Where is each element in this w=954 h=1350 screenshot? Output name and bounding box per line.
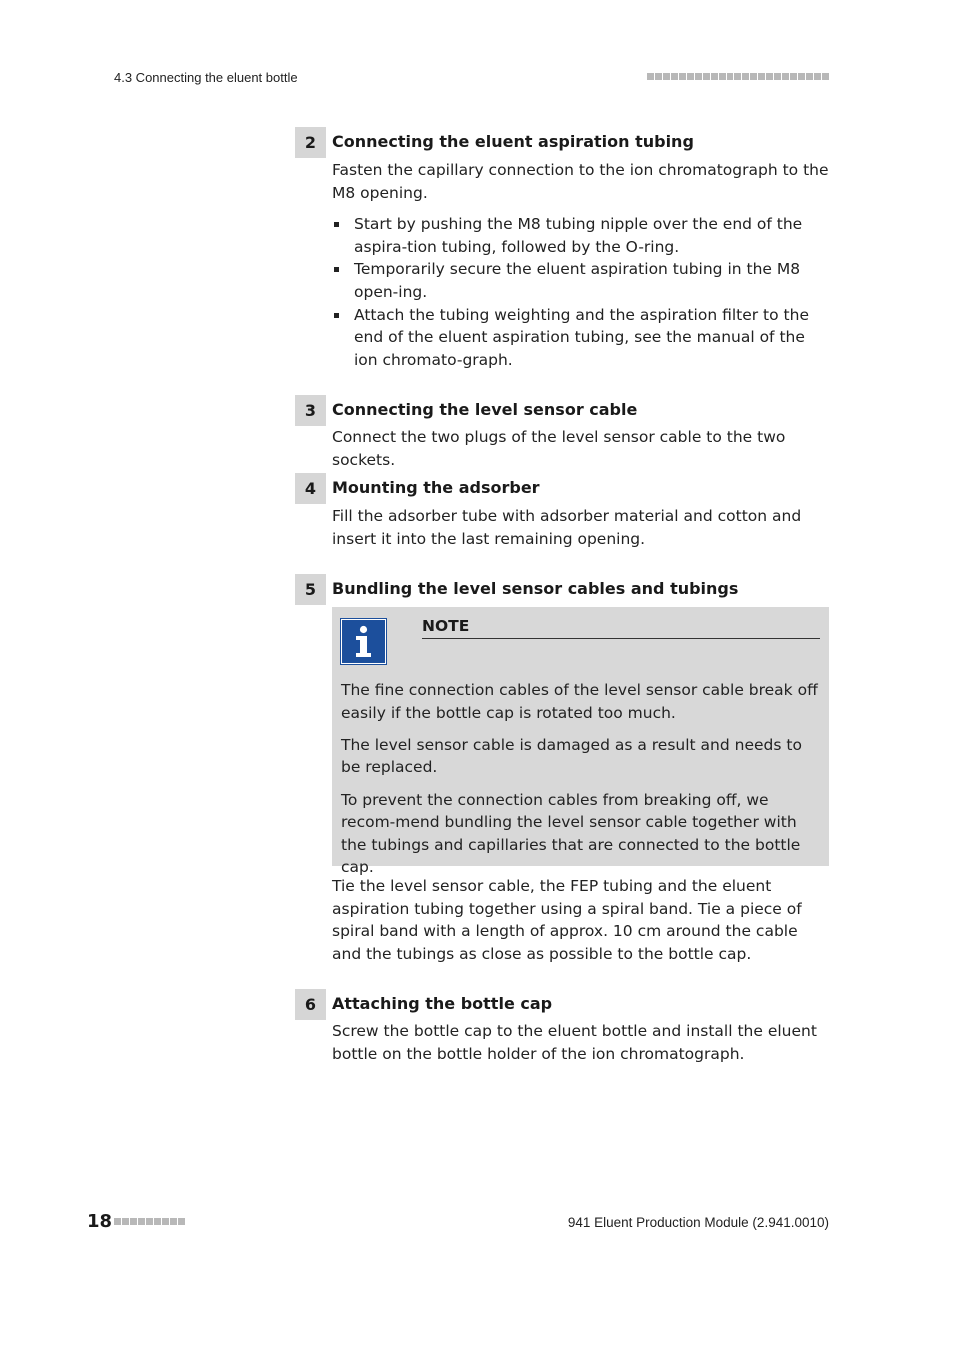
bullet-list — [332, 213, 829, 371]
step-text: Connect the two plugs of the level sensor cable to the two sockets. — [332, 428, 786, 469]
bullet-square-icon — [334, 267, 339, 272]
note-title: NOTE — [422, 617, 820, 639]
step-number: 3 — [295, 395, 326, 426]
step-title: Bundling the level sensor cables and tubings — [332, 579, 739, 598]
step-body — [332, 505, 829, 550]
step-text: Fill the adsorber tube with adsorber material and cotton and insert it into the last remaining opening. — [332, 507, 802, 548]
step-title: Attaching the bottle cap — [332, 994, 553, 1013]
info-icon — [341, 619, 386, 664]
step-number: 4 — [295, 473, 326, 504]
running-header-section: 4.3 Connecting the eluent bottle — [114, 70, 298, 85]
footer-decoration — [114, 1218, 185, 1225]
step-title: Connecting the level sensor cable — [332, 400, 638, 419]
page-number: 18 — [87, 1211, 113, 1232]
note-paragraph: To prevent the connection cables from breaking off, we recom-mend bundling the level sensor cable together with the tubings and capillaries that are connected to the bottle cap. — [341, 790, 801, 877]
list-item: Start by pushing the M8 tubing nipple over the end of the aspira-tion tubing, followed by the O-ring. — [332, 213, 829, 258]
note-box — [332, 607, 829, 877]
step-number: 6 — [295, 989, 326, 1020]
list-item: Temporarily secure the eluent aspiration tubing in the M8 open-ing. — [332, 258, 829, 303]
note-paragraph: The level sensor cable is damaged as a result and needs to be replaced. — [341, 735, 802, 777]
list-item: Attach the tubing weighting and the aspiration filter to the end of the eluent aspiration tubing, see the manual of the ion chromato-graph. — [332, 304, 829, 372]
step-body — [332, 159, 829, 371]
header-decoration — [647, 73, 829, 80]
step-body — [332, 875, 829, 965]
bullet-square-icon — [334, 313, 339, 318]
step-title: Connecting the eluent aspiration tubing — [332, 132, 694, 151]
note-body — [341, 679, 823, 889]
step-text: Fasten the capillary connection to the ion chromatograph to the M8 opening. — [332, 161, 829, 202]
step-number: 5 — [295, 574, 326, 605]
step-number: 2 — [295, 127, 326, 158]
bullet-square-icon — [334, 222, 339, 227]
note-paragraph: The fine connection cables of the level sensor cable break off easily if the bottle cap is rotated too much. — [341, 681, 818, 722]
step-text: Screw the bottle cap to the eluent bottle and install the eluent bottle on the bottle holder of the ion chromatograph. — [332, 1022, 817, 1063]
step-text-after-note: Tie the level sensor cable, the FEP tubing and the eluent aspiration tubing together using a spiral band. Tie a piece of spiral band with a length of approx. 10 cm around the cable and the tubings as close as possible to the bottle cap. — [332, 877, 802, 963]
step-body — [332, 1020, 829, 1065]
step-title: Mounting the adsorber — [332, 478, 540, 497]
document-title: 941 Eluent Production Module (2.941.0010) — [567, 1215, 829, 1230]
step-body — [332, 426, 829, 471]
